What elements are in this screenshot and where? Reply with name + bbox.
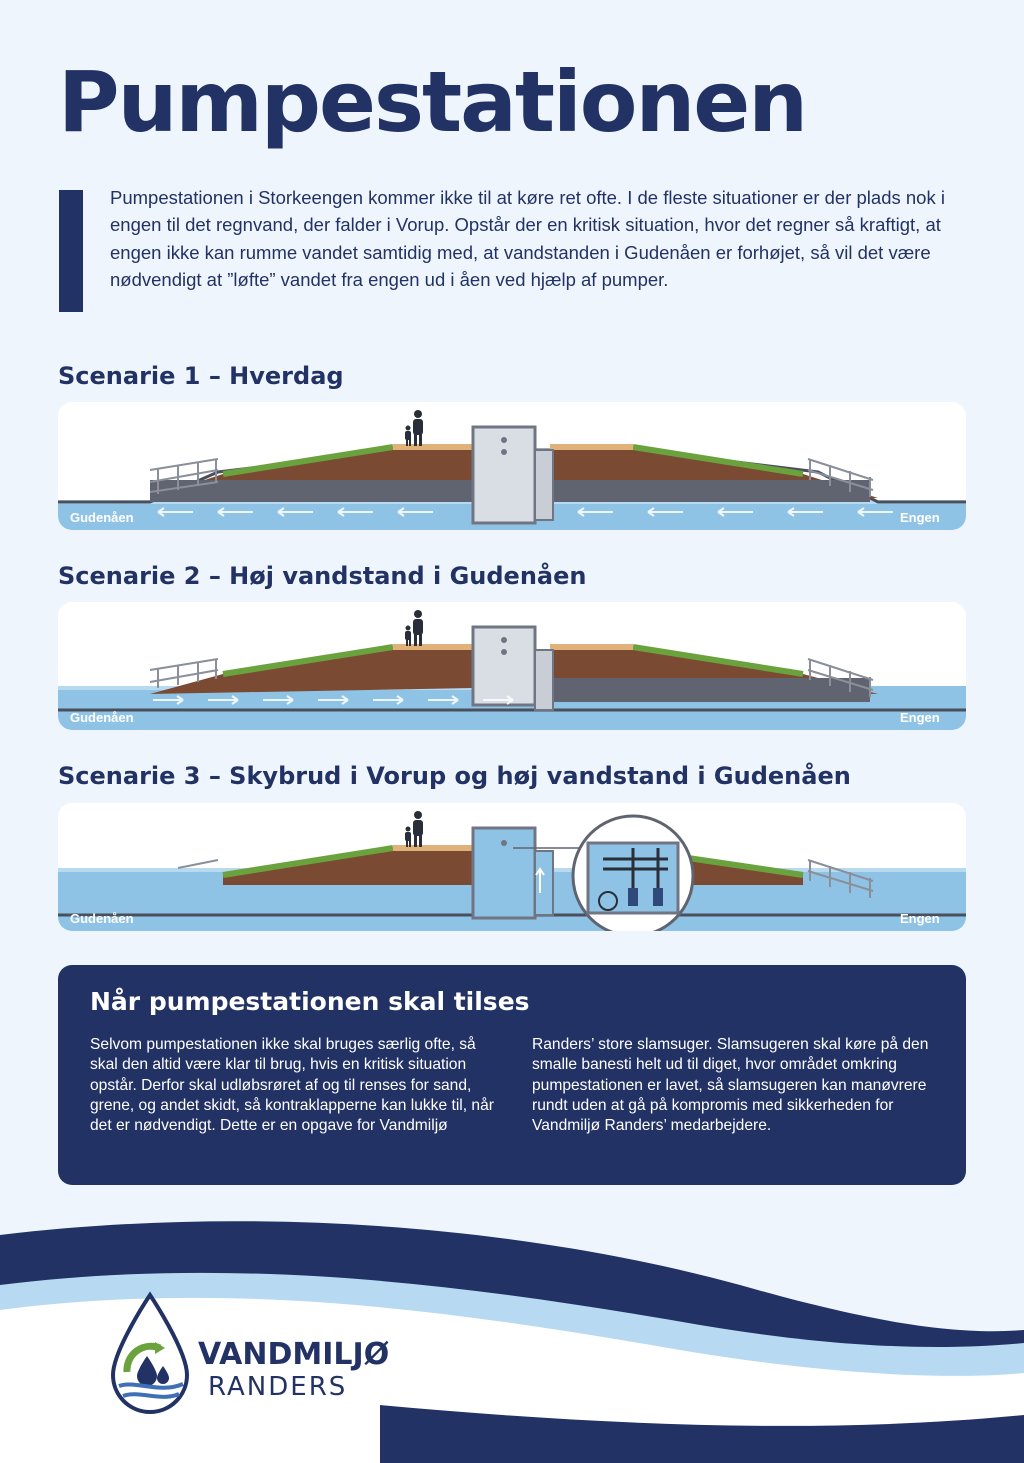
scenario-2-title: Scenarie 2 – Høj vandstand i Gudenåen [58,562,587,590]
page-title: Pumpestationen [58,53,807,151]
logo-wordmark-line2: RANDERS [208,1372,348,1402]
scenario-2-left-label: Gudenåen [70,710,134,725]
vandmiljo-logo-icon [105,1290,195,1420]
intro-accent-bar [59,190,83,312]
scenario-3-right-label: Engen [900,911,940,926]
info-column-left: Selvom pumpestationen ikke skal bruges særlig ofte, så skal den altid være klar til brug, hvis en kritisk situation opstår. Derfor skal udløbsrøret af og til renses for sand, grene, og andet skidt, så kontraklapperne kan lukke til, når det er nødvendigt. Dette er en opgave for Vandmiljø [90,1036,494,1135]
scenario-3-left-label: Gudenåen [70,911,134,926]
scenario-2-right-label: Engen [900,710,940,725]
logo-wordmark-line1: VANDMILJØ [198,1337,390,1372]
scenario-3-diagram [58,803,966,931]
scenario-1-diagram [58,402,966,530]
scenario-2-diagram [58,602,966,730]
maintenance-info-box [58,965,966,1185]
intro-text: Pumpestationen i Storkeengen kommer ikke til at køre ret ofte. I de fleste situationer er der plads nok i engen til det regnvand, der falder i Vorup. Opstår der en kritisk situation, hvor det regner så kraftigt, at engen ikke kan rumme vandet samtidig med, at vandstanden i Gudenåen er forhøjet, så vil det være nødvendigt at ”løfte” vandet fra engen ud i åen ved hjælp af pumper. [110,187,945,290]
scenario-1-left-label: Gudenåen [70,510,134,525]
scenario-3-title: Scenarie 3 – Skybrud i Vorup og høj vandstand i Gudenåen [58,762,851,790]
info-title: Når pumpestationen skal tilses [90,987,530,1016]
info-column-right: Randers’ store slamsuger. Slamsugeren skal køre på den smalle banesti helt ud til diget, hvor området omkring pumpestationen er lavet, så slamsugeren kan manøvrere rundt uden at gå på kompromis med sikkerheden for Vandmiljø Randers’ medarbejdere. [532,1036,929,1135]
scenario-1-title: Scenarie 1 – Hverdag [58,362,344,390]
scenario-1-right-label: Engen [900,510,940,525]
